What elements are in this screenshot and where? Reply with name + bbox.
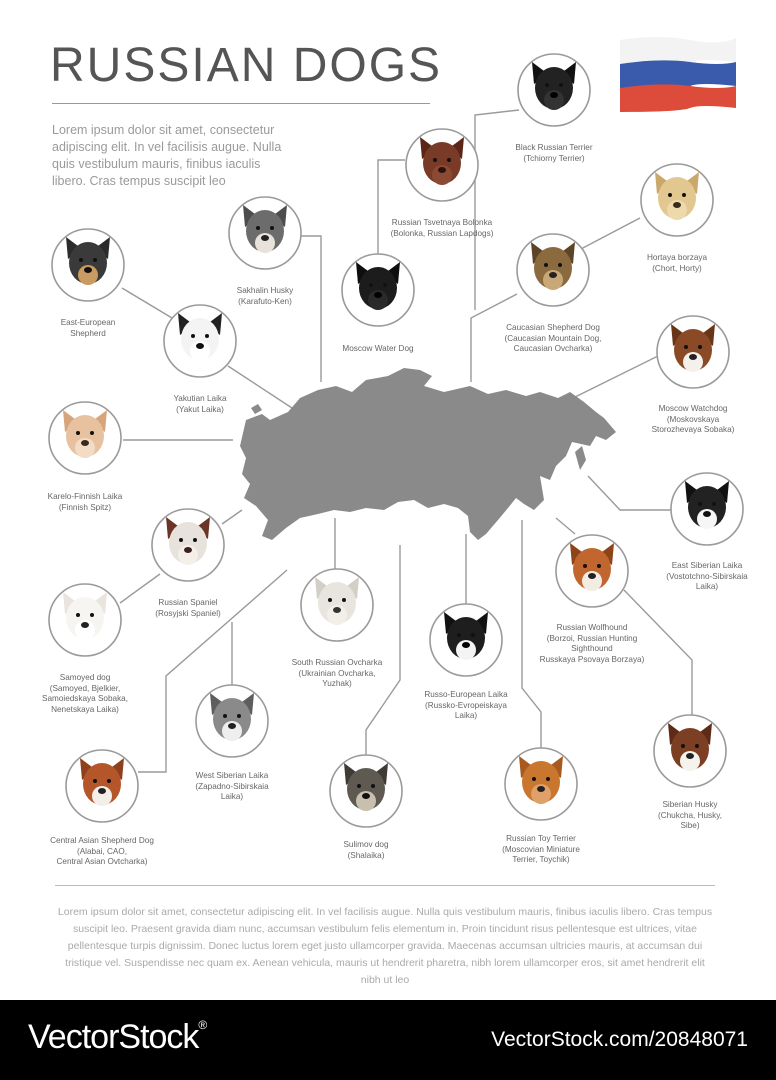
moscow-watchdog-label: Moscow Watchdog (Moskovskaya Storozhevaya Sobaka) bbox=[651, 404, 735, 434]
sakhalin-husky-icon bbox=[229, 197, 301, 269]
east-european-shepherd-label: East-European Shepherd bbox=[60, 318, 116, 338]
samoyed-dog-label: Samoyed dog (Samoyed, Bjelkier, Samoiedskaya Sobaka, Nenetskaya Laika) bbox=[41, 673, 129, 714]
west-siberian-laika-icon bbox=[196, 685, 268, 757]
vectorstock-logo bbox=[28, 1018, 206, 1057]
intro-text: Lorem ipsum dolor sit amet, consectetur adipiscing elit. In vel facilisis augue. Nulla quis vestibulum mauris, finibus iaculis libero. Cras tempus suscipit leo bbox=[52, 123, 282, 188]
russian-toy-terrier-label: Russian Toy Terrier (Moscovian Miniature Terrier, Toychik) bbox=[502, 834, 580, 864]
russo-european-laika-label: Russo-European Laika (Russko-Evropeiskaya Laika) bbox=[424, 690, 508, 720]
vectorstock-brand: VectorStock bbox=[28, 1018, 199, 1056]
samoyed-dog-icon bbox=[49, 584, 121, 656]
russian-spaniel-icon bbox=[152, 509, 224, 581]
yakutian-laika-icon bbox=[164, 305, 236, 377]
east-siberian-laika-label: East Siberian Laika (Vostotchno-Sibirskaia Laika) bbox=[666, 561, 748, 591]
vectorstock-url: VectorStock.com/20848071 bbox=[491, 1028, 748, 1051]
page-title: RUSSIAN DOGS bbox=[50, 39, 443, 92]
south-russian-ovcharka-icon bbox=[301, 569, 373, 641]
moscow-water-dog-label: Moscow Water Dog bbox=[342, 344, 414, 353]
sakhalin-husky-label: Sakhalin Husky (Karafuto-Ken) bbox=[236, 286, 294, 306]
east-european-shepherd-icon bbox=[52, 229, 124, 301]
siberian-husky-icon bbox=[654, 715, 726, 787]
black-russian-terrier-label: Black Russian Terrier (Tchiorny Terrier) bbox=[515, 143, 593, 163]
russian-spaniel-label: Russian Spaniel (Rosyjski Spaniel) bbox=[155, 598, 221, 618]
sulimov-dog-icon bbox=[330, 755, 402, 827]
russian-tsvetnaya-bolonka-icon bbox=[406, 129, 478, 201]
russian-wolfhound-icon bbox=[556, 535, 628, 607]
russian-wolfhound-label: Russian Wolfhound (Borzoi, Russian Hunting Sighthound Russkaya Psovaya Borzaya) bbox=[539, 623, 645, 664]
russo-european-laika-icon bbox=[430, 604, 502, 676]
hortaya-borzaya-icon bbox=[641, 164, 713, 236]
registered-mark: ® bbox=[198, 1018, 207, 1032]
caucasian-shepherd-dog-label: Caucasian Shepherd Dog (Caucasian Mountain Dog, Caucasian Ovcharka) bbox=[504, 323, 602, 353]
moscow-water-dog-icon bbox=[342, 254, 414, 326]
central-asian-shepherd-dog-icon bbox=[66, 750, 138, 822]
black-russian-terrier-icon bbox=[518, 54, 590, 126]
sulimov-dog-label: Sulimov dog (Shalaika) bbox=[343, 840, 389, 860]
hortaya-borzaya-label: Hortaya borzaya (Chort, Horty) bbox=[646, 253, 708, 273]
russia-flag-icon bbox=[620, 37, 736, 112]
karelo-finnish-laika-icon bbox=[49, 402, 121, 474]
footer-text: Lorem ipsum dolor sit amet, consectetur adipiscing elit. In vel facilisis augue. Nulla quis vestibulum mauris, finibus iaculis libero. Cras tempus suscipit leo. Praesent gravida diam nunc, accumsan vestibulum felis elementum in. Proin tincidunt risus pellentesque est ultrices, vitae pellentesque turpis dignissim. Donec luctus lorem eget justo ullamcorper gravida. Maecenas accumsan ultricies mauris, at accumsan dui tristique vel. Suspendisse nec quam ex. Aenean vehicula, mauris ut hendrerit pharetra, nibh lorem ullamcorper eros, sit amet hendrerit elit nibh ut leo bbox=[57, 906, 713, 986]
footer-divider bbox=[55, 885, 715, 886]
watermark-bar bbox=[0, 1000, 776, 1080]
moscow-watchdog-icon bbox=[657, 316, 729, 388]
yakutian-laika-label: Yakutian Laika (Yakut Laika) bbox=[173, 394, 227, 414]
russia-map bbox=[240, 368, 616, 540]
west-siberian-laika-label: West Siberian Laika (Zapadno-Sibirskaia Laika) bbox=[195, 771, 269, 801]
russian-toy-terrier-icon bbox=[505, 748, 577, 820]
russian-tsvetnaya-bolonka-label: Russian Tsvetnaya Bolonka (Bolonka, Russian Lapdogs) bbox=[390, 218, 494, 238]
caucasian-shepherd-dog-icon bbox=[517, 234, 589, 306]
karelo-finnish-laika-label: Karelo-Finnish Laika (Finnish Spitz) bbox=[47, 492, 123, 512]
east-siberian-laika-icon bbox=[671, 473, 743, 545]
central-asian-shepherd-dog-label: Central Asian Shepherd Dog (Alabai, CAO, Central Asian Ovtcharka) bbox=[50, 836, 154, 866]
south-russian-ovcharka-label: South Russian Ovcharka (Ukrainian Ovcharka, Yuzhak) bbox=[291, 658, 383, 688]
siberian-husky-label: Siberian Husky (Chukcha, Husky, Sibe) bbox=[657, 800, 722, 830]
